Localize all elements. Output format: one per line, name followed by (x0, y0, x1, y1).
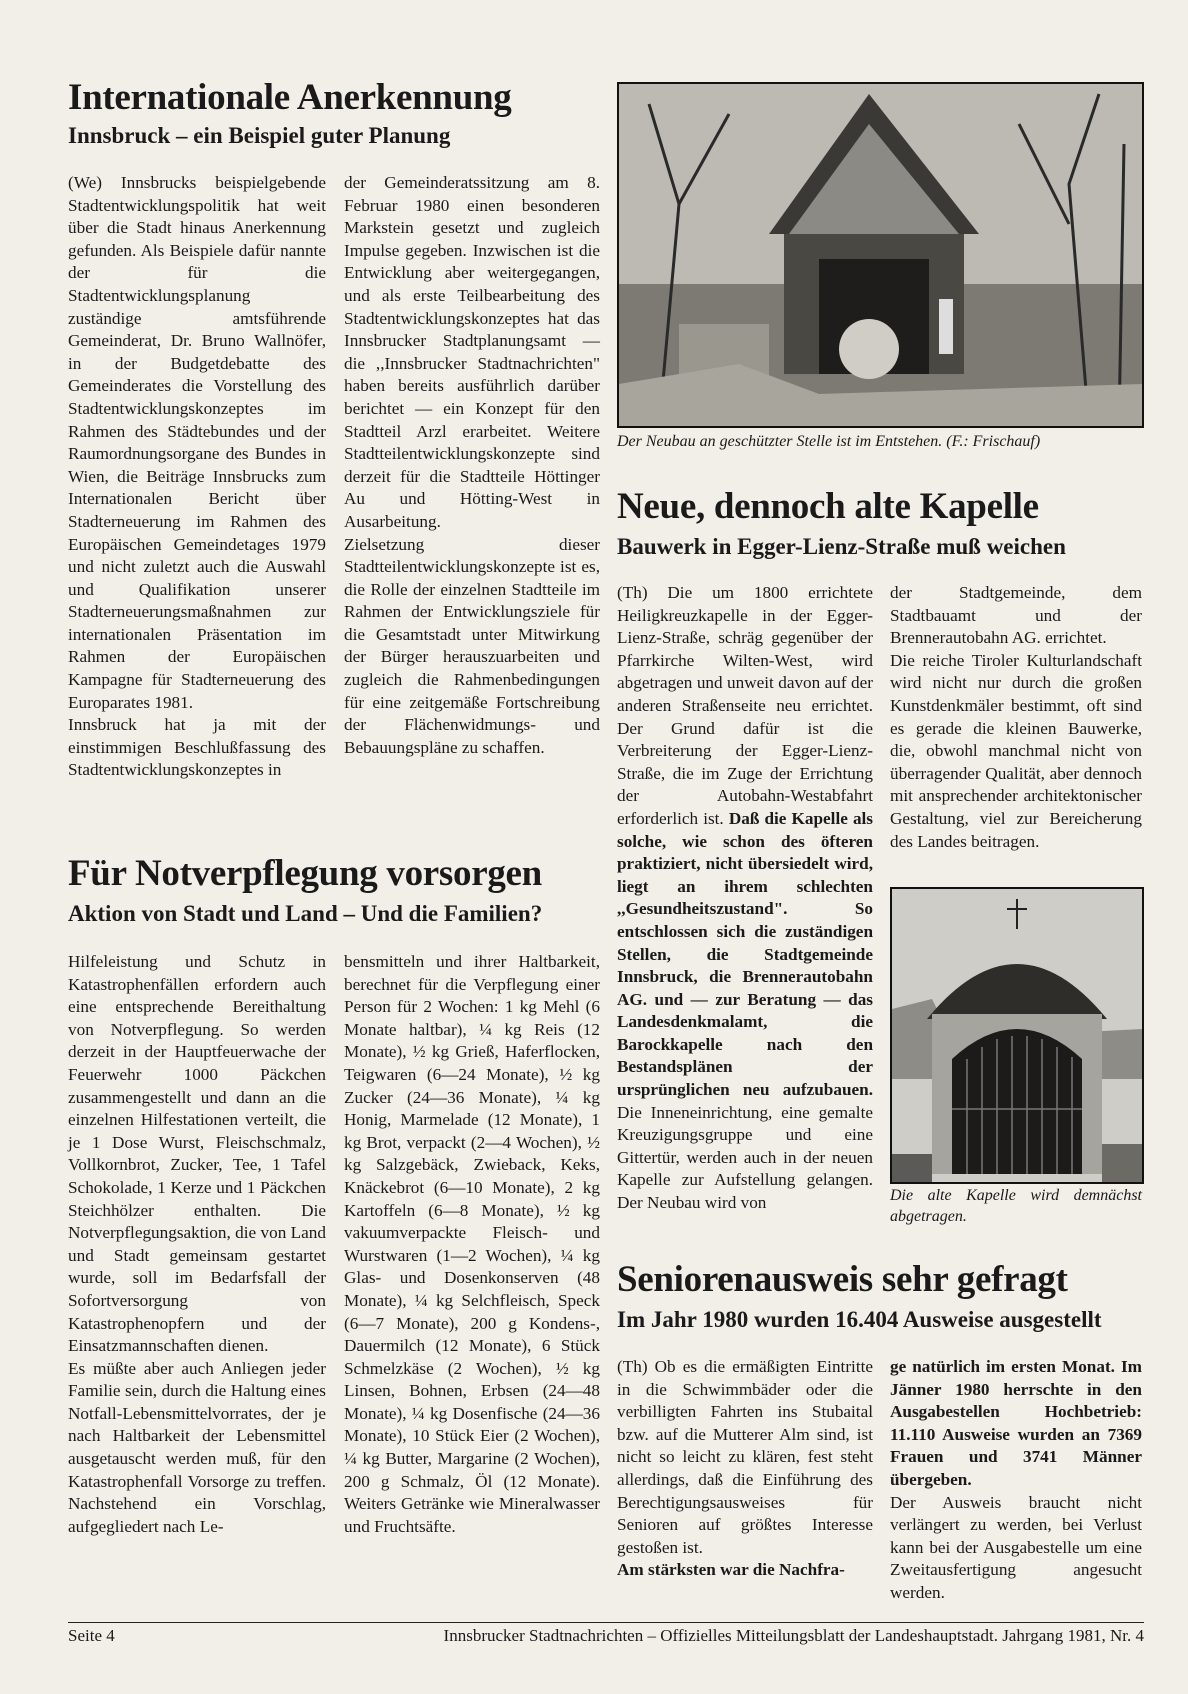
paragraph: Der Ausweis braucht nicht verlängert zu werden, bei Verlust kann bei der Ausgabestelle um eine Zweitausfertigung angesucht werden. (890, 1492, 1142, 1602)
paragraph: Innsbruck hat ja mit der einstimmigen Beschlußfassung des Stadtentwicklungskonzeptes in (68, 715, 326, 780)
page-number: Seite 4 (68, 1626, 115, 1645)
chapel-photo-drawing (892, 889, 1142, 1182)
paragraph: (Th) Ob es die ermäßigten Eintritte in die Schwimmbäder oder die verbilligten Fahrten ins Stubaital bzw. auf die Mutterer Alm sind, ist nicht so leicht zu klären, fest steht allerdings, daß die Einführung des Berechtigungsausweises für Senioren auf größtes Interesse gestoßen ist. (617, 1357, 873, 1557)
article2-headline: Neue, dennoch alte Kapelle (617, 486, 1039, 527)
paragraph: Die reiche Tiroler Kulturlandschaft wird nicht nur durch die großen Kunstdenkmäler bestimmt, oft sind es gerade die kleinen Bauwerke, die, obwohl manchmal nicht von überragender Qualität, aber dennoch mit ansprechender architektonischer Gestaltung, viel zur Bereicherung des Landes beitragen. (890, 650, 1142, 851)
paragraph: der Stadtgemeinde, dem Stadtbauamt und der Brennerautobahn AG. errichtet. (890, 583, 1142, 648)
construction-photo-caption: Der Neubau an geschützter Stelle ist im Entstehen. (F.: Frischauf) (617, 433, 1041, 450)
chapel-photo-caption: Die alte Kapelle wird demnächst abgetragen. (890, 1187, 1142, 1225)
article3-headline: Für Notverpflegung vorsorgen (68, 853, 542, 894)
article2-column-1 (617, 582, 873, 1215)
paragraph: Zielsetzung dieser Stadtteilentwicklungskonzepte ist es, die Rolle der einzelnen Stadtteile im Rahmen der Entwicklungsziele für die Gesamtstadt unter Mitwirkung der Bürger herauszuarbeiten und zugleich die Rahmenbedingungen für eine zeitgemäße Fortschreibung der Flächenwidmungs- und Bebauungspläne zu schaffen. (344, 534, 600, 757)
article4-column-2 (890, 1356, 1142, 1605)
bold-passage: Am stärksten war die Nachfra- (617, 1560, 845, 1580)
paragraph: bensmitteln und ihrer Haltbarkeit, berechnet für die Verpflegung einer Person für 2 Wochen: 1 kg Mehl (6 Monate haltbar), ¼ kg Reis (12 Monate), ½ kg Grieß, Haferflocken, Teigwaren (6—24 Monate), ½ kg Zucker (24—36 Monate), ¼ kg Honig, Marmelade (12 Monate), 1 kg Brot, verpackt (2—4 Wochen), ½ kg Salzgebäck, Zwieback, Keks, Knäckebrot (6—10 Monate), 2 kg Kartoffeln (6—8 Monate), ½ kg vakuumverpackte Fleisch- und Wurstwaren (1—2 Wochen), ¼ kg Glas- und Dosenkonserven (48 Monate), ¼ kg Selchfleisch, Speck (6—7 Monate), 200 g Kondens-, Dauermilch (12 Monate), 6 Stück Schmelzkäse (2 Wochen), ½ kg Linsen, Bohnen, Erbsen (24—48 Monate), ¼ kg Dosenfische (24—36 Monate), 10 Stück Eier (2 Wochen), ¼ kg Butter, Margarine (2 Wochen), 200 g Schmalz, Öl (12 Monate). Weiters Getränke wie Mineralwasser und Fruchtsäfte. (344, 952, 600, 1536)
paragraph: (We) Innsbrucks beispielgebende Stadtentwicklungspolitik hat weit über die Stadt hinaus Anerkennung gefunden. Als Beispiele dafür nannte der für die Stadtentwicklungsplanung zuständige amtsführende Gemeinderat, Dr. Bruno Wallnöfer, in der Budgetdebatte des Gemeinderates die Vorstellung des Stadtentwicklungskonzeptes im Rahmen des Städtebundes und der Raumordnungsorgane des Bundes in Wien, die Beiträge Innsbrucks zum Internationalen Bericht über Stadterneuerung im Rahmen des Europäischen Gemeindetages 1979 und nicht zuletzt auch die Auswahl und Qualifikation unserer Stadterneuerungsmaßnahmen zur internationalen Präsentation im Rahmen der Europäischen Kampagne für Stadterneuerung des Europarates 1981. (68, 173, 326, 712)
article3-subhead: Aktion von Stadt und Land – Und die Familien? (68, 901, 543, 926)
bold-passage: ge natürlich im ersten Monat. Im Jänner 1980 herrschte in den Ausgabestellen Hochbetrieb: 11.110 Ausweise wurden an 7369 Frauen und 3741 Männer übergeben. (890, 1357, 1142, 1489)
article1-column-2 (344, 172, 600, 759)
article3-column-2 (344, 951, 600, 1538)
article3-column-1 (68, 951, 326, 1538)
paragraph: (Th) Die um 1800 errichtete Heiligkreuzkapelle in der Egger-Lienz-Straße, schräg gegenüber der Pfarrkirche Wilten-West, wird abgetragen und unweit davon auf der anderen Straßenseite neu errichtet. Der Grund dafür ist die Verbreiterung der Egger-Lienz-Straße, die im Zuge der Errichtung der Autobahn-Westabfahrt erforderlich ist. (617, 583, 873, 828)
paragraph: Die Inneneinrichtung, eine gemalte Kreuzigungsgruppe und eine Gittertür, werden auch in der neuen Kapelle zur Aufstellung gelangen. Der Neubau wird von (617, 1102, 873, 1213)
page-footer (68, 1622, 1144, 1646)
paragraph: Es müßte aber auch Anliegen jeder Familie sein, durch die Haltung eines Notfall-Lebensmittelvorrates, der je nach Haltbarkeit der Lebensmittel ausgetauscht werden muß, für den Katastrophenfall Vorsorge zu treffen. Nachstehend ein Vorschlag, aufgegliedert nach Le- (68, 1358, 326, 1536)
article4-subhead: Im Jahr 1980 wurden 16.404 Ausweise ausgestellt (617, 1307, 1102, 1332)
article1-column-1 (68, 172, 326, 782)
article4-headline: Seniorenausweis sehr gefragt (617, 1259, 1068, 1300)
paragraph: der Gemeinderatssitzung am 8. Februar 1980 einen besonderen Markstein gesetzt und zugleich Impulse gegeben. Inzwischen ist die Entwicklung aber weitergegangen, und als erste Teilbearbeitung des Stadtentwicklungskonzeptes hat das Innsbrucker Stadtplanungsamt — die ,,Innsbrucker Stadtnachrichten" haben bereits ausführlich darüber berichtet — ein Konzept für den Stadtteil Arzl erarbeitet. Weitere Stadtteilentwicklungskonzepte sind derzeit für die Stadtteile Höttinger Au und Hötting-West in Ausarbeitung. (344, 173, 600, 531)
chapel-photo (890, 887, 1144, 1184)
construction-photo (617, 82, 1144, 428)
article1-headline: Internationale Anerkennung (68, 77, 512, 118)
construction-photo-drawing (619, 84, 1142, 426)
article4-column-1 (617, 1356, 873, 1582)
paragraph: Hilfeleistung und Schutz in Katastrophenfällen erfordern auch eine entsprechende Bereithaltung von Notverpflegung. So werden derzeit in der Hauptfeuerwache der Feuerwehr 1000 Päckchen zusammengestellt und dann an die einzelnen Hilfestationen verteilt, die je 1 Dose Wurst, Fleischschmalz, Vollkornbrot, Zucker, Tee, 1 Tafel Schokolade, 1 Kerze und 1 Päckchen Steichhölzer enthalten. Die Notverpflegungsaktion, die von Land und Stadt gemeinsam gestartet wurde, soll im Bedarfsfall der Sofortversorgung von Katastrophenopfern und der Einsatzmannschaften dienen. (68, 952, 326, 1356)
bold-passage: Daß die Kapelle als solche, wie schon des öfteren praktiziert, nicht übersiedelt wird, liegt an ihrem schlechten ,,Gesundheitszustand". So entschlossen sich die zuständigen Stellen, die Stadtgemeinde Innsbruck, die Brennerautobahn AG. und — zur Beratung — das Landesdenkmalamt, die Barockkapelle nach den Bestandsplänen der ursprünglichen neu aufzubauen. (617, 808, 873, 1100)
article2-subhead: Bauwerk in Egger-Lienz-Straße muß weichen (617, 534, 1066, 559)
article1-subhead: Innsbruck – ein Beispiel guter Planung (68, 123, 451, 148)
article2-column-2 (890, 582, 1142, 853)
publication-line: Innsbrucker Stadtnachrichten – Offizielles Mitteilungsblatt der Landeshauptstadt. Jahrgang 1981, Nr. 4 (443, 1626, 1144, 1645)
